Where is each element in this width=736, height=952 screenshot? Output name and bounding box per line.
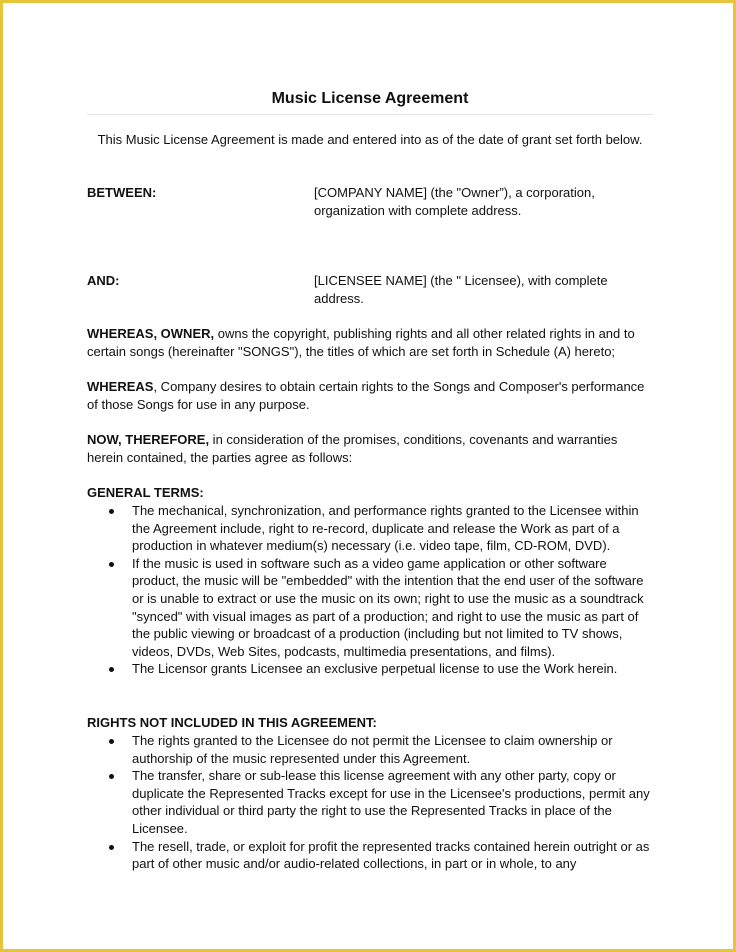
and-text: [LICENSEE NAME] (the " Licensee), with complete address.: [314, 273, 608, 306]
bullet-icon: [109, 774, 114, 779]
between-text: [COMPANY NAME] (the "Owner”), a corporation, organization with complete address.: [314, 185, 595, 218]
whereas-company-lead: WHEREAS: [87, 379, 154, 394]
and-label: AND:: [87, 273, 120, 288]
now-therefore-text: in consideration of the promises, conditions, covenants and warranties herein contained, the parties agree as follows:: [87, 432, 618, 465]
bullet-icon: [109, 667, 114, 672]
whereas-company-paragraph: [87, 378, 653, 413]
title-divider: [87, 114, 653, 115]
now-therefore-paragraph: [87, 431, 653, 466]
whereas-company-text: , Company desires to obtain certain rights to the Songs and Composer's performance of those Songs for use in any purpose.: [87, 379, 645, 412]
bullet-icon: [109, 845, 114, 850]
list-item-text: The rights granted to the Licensee do not permit the Licensee to claim ownership or authorship of the music represented under this Agreement.: [132, 733, 613, 766]
list-item: [87, 732, 654, 767]
list-item-text: The resell, trade, or exploit for profit the represented tracks contained herein outright or as part of other music and/or audio-related collections, in part or in whole, to any: [132, 838, 650, 872]
rights-not-included-list: [87, 732, 657, 873]
list-item-text: The transfer, share or sub-lease this license agreement with any other party, copy or duplicate the Represented Tracks except for use in the Licensee's productions, permit any other individual or third party the right to use the Represented Tracks in place of the Licensee.: [132, 768, 650, 836]
intro-paragraph: This Music License Agreement is made and entered into as of the date of grant set forth below.: [97, 132, 643, 147]
now-therefore-lead: NOW, THEREFORE,: [87, 432, 210, 447]
bullet-icon: [109, 509, 114, 514]
whereas-owner-lead: WHEREAS, OWNER,: [87, 326, 215, 341]
list-item: [87, 767, 654, 837]
list-item: [87, 555, 654, 661]
whereas-owner-text: owns the copyright, publishing rights and all other related rights in and to certain songs (hereinafter "SONGS"), the titles of which are set forth in Schedule (A) hereto;: [87, 326, 635, 359]
between-label: BETWEEN:: [87, 185, 157, 200]
bullet-icon: [109, 739, 114, 744]
list-item-text: The mechanical, synchronization, and performance rights granted to the Licensee within the Agreement include, right to re-record, duplicate and release the Work as part of a production in whatever medium(s) necessary (i.e. video tape, film, CD-ROM, DVD).: [132, 503, 639, 554]
general-terms-heading: GENERAL TERMS:: [87, 485, 204, 500]
document-title: Music License Agreement: [271, 90, 469, 107]
whereas-owner-paragraph: [87, 325, 653, 360]
list-item: [87, 838, 654, 873]
list-item: [87, 502, 654, 555]
list-item: [87, 660, 654, 678]
list-item-text: The Licensor grants Licensee an exclusive perpetual license to use the Work herein.: [132, 661, 618, 677]
document-page: [3, 3, 733, 949]
general-terms-list: [87, 502, 657, 678]
list-item-text: If the music is used in software such as a video game application or other software product, the music will be "embedded" with the intention that the end user of the software or is unable to extract or use the music on its own; right to use the music as a soundtrack "synced" with visual images as part of a production; and right to use the music as part of the public viewing or broadcast of a production (including but not limited to TV shows, videos, DVDs, Web Sites, podcasts, multimedia presentations, and films).: [132, 555, 644, 659]
bullet-icon: [109, 562, 114, 567]
rights-not-included-heading: RIGHTS NOT INCLUDED IN THIS AGREEMENT:: [87, 715, 377, 730]
